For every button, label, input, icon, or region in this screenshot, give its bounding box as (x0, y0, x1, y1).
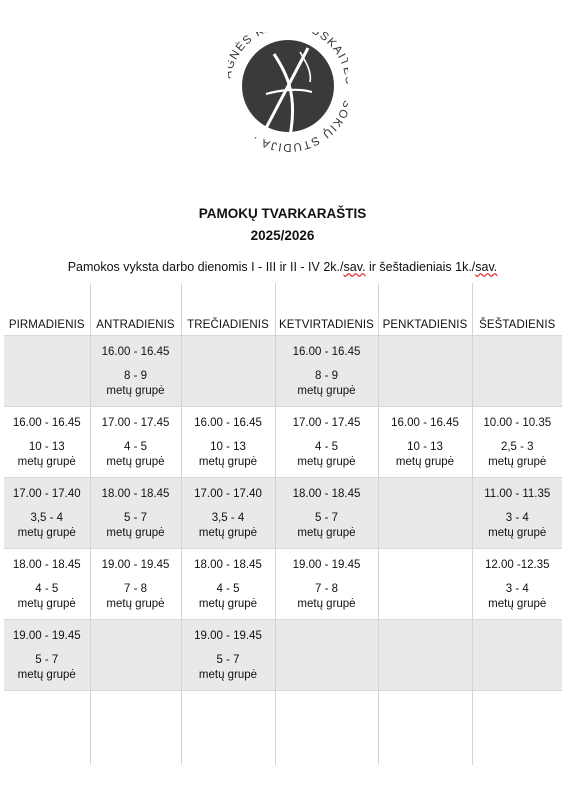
class-slot (275, 478, 378, 549)
age-range: 10 - 13 (407, 441, 443, 453)
empty-slot (4, 336, 90, 407)
schedule-row (4, 407, 562, 478)
age-range: 5 - 7 (35, 654, 59, 666)
class-time: 18.00 - 18.45 (101, 488, 170, 500)
age-range: 4 - 5 (35, 583, 59, 595)
age-group-label: metų grupė (106, 456, 165, 468)
age-range: 10 - 13 (28, 441, 65, 453)
class-time: 16.00 - 16.45 (101, 346, 170, 358)
empty-slot (90, 691, 181, 765)
class-time: 17.00 - 17.45 (292, 417, 361, 429)
class-time: 19.00 - 19.45 (194, 630, 262, 642)
empty-slot (275, 691, 378, 765)
age-group-label: metų grupė (17, 669, 76, 681)
class-slot (90, 478, 181, 549)
age-group-label: metų grupė (106, 385, 165, 397)
age-range: 3 - 4 (505, 512, 529, 524)
class-slot (90, 407, 181, 478)
logo-ring-text: NĖS SKAI KIŲ STUDIJA · (228, 32, 348, 154)
age-group-label: metų grupė (198, 456, 258, 468)
class-slot (90, 549, 181, 620)
day-header-row (4, 283, 562, 336)
class-slot (181, 620, 275, 691)
empty-slot (90, 620, 181, 691)
empty-slot (378, 336, 472, 407)
class-time: 16.00 - 16.45 (292, 346, 361, 358)
age-range: 7 - 8 (314, 583, 338, 595)
class-time: 16.00 - 16.45 (12, 417, 81, 429)
class-slot (4, 407, 90, 478)
class-time: 10.00 - 10.35 (483, 417, 552, 429)
class-time: 16.00 - 16.45 (194, 417, 262, 429)
schedule-row (4, 478, 562, 549)
schedule-row (4, 620, 562, 691)
class-time: 17.00 - 17.40 (12, 488, 81, 500)
note-abbrev-1: sav. (343, 260, 366, 274)
age-group-label: metų grupė (488, 598, 547, 610)
age-range: 4 - 5 (314, 441, 338, 453)
class-time: 16.00 - 16.45 (391, 417, 459, 429)
empty-slot (181, 691, 275, 765)
note-part-1: Pamokos vyksta darbo dienomis I - III ir II - IV 2k./ (67, 260, 344, 274)
age-group-label: metų grupė (395, 456, 455, 468)
class-time: 19.00 - 19.45 (12, 630, 81, 642)
empty-slot (378, 691, 472, 765)
class-slot (4, 620, 90, 691)
studio-logo (228, 32, 348, 182)
age-group-label: metų grupė (488, 456, 547, 468)
empty-slot (378, 478, 472, 549)
age-group-label: metų grupė (106, 598, 165, 610)
schedule-table (4, 283, 562, 765)
class-slot (90, 336, 181, 407)
empty-slot (472, 691, 562, 765)
age-range: 4 - 5 (216, 583, 240, 595)
page-title: PAMOKŲ TVARKARAŠTIS (198, 206, 367, 221)
empty-slot (4, 691, 90, 765)
class-slot (181, 407, 275, 478)
age-group-label: metų grupė (198, 527, 258, 539)
empty-slot (472, 336, 562, 407)
age-group-label: metų grupė (198, 598, 258, 610)
day-header: TREČIADIENIS (181, 283, 275, 336)
empty-slot (378, 549, 472, 620)
class-time: 17.00 - 17.45 (101, 417, 170, 429)
class-slot (275, 549, 378, 620)
class-time: 19.00 - 19.45 (292, 559, 361, 571)
age-group-label: metų grupė (297, 385, 356, 397)
class-time: 17.00 - 17.40 (194, 488, 262, 500)
class-slot (4, 478, 90, 549)
age-range: 5 - 7 (123, 512, 147, 524)
class-slot (472, 478, 562, 549)
class-slot (472, 407, 562, 478)
age-range: 4 - 5 (123, 441, 147, 453)
age-range: 8 - 9 (314, 370, 338, 382)
day-header: PIRMADIENIS (8, 319, 85, 331)
class-time: 19.00 - 19.45 (101, 559, 170, 571)
day-header: ANTRADIENIS (90, 283, 181, 336)
age-range: 5 - 7 (314, 512, 338, 524)
class-slot (378, 407, 472, 478)
age-group-label: metų grupė (17, 527, 76, 539)
age-group-label: metų grupė (297, 456, 356, 468)
class-slot (181, 478, 275, 549)
age-range: 3,5 - 4 (30, 512, 64, 524)
age-range: 7 - 8 (123, 583, 147, 595)
age-range: 3 - 4 (505, 583, 529, 595)
day-header: ŠEŠTADIENIS (472, 283, 562, 336)
age-range: 3,5 - 4 (211, 512, 245, 524)
age-group-label: metų grupė (488, 527, 547, 539)
empty-slot (275, 620, 378, 691)
note-abbrev-2: sav. (475, 260, 498, 274)
class-slot (472, 549, 562, 620)
age-group-label: metų grupė (297, 527, 356, 539)
schedule-row (4, 336, 562, 407)
empty-slot (378, 620, 472, 691)
age-group-label: metų grupė (17, 598, 76, 610)
age-range: 8 - 9 (123, 370, 147, 382)
age-group-label: metų grupė (106, 527, 165, 539)
age-group-label: metų grupė (297, 598, 356, 610)
class-slot (275, 336, 378, 407)
class-slot (181, 549, 275, 620)
empty-slot (472, 620, 562, 691)
empty-slot (181, 336, 275, 407)
class-slot (4, 549, 90, 620)
class-time: 12.00 -12.35 (484, 559, 550, 571)
class-slot (275, 407, 378, 478)
age-group-label: metų grupė (198, 669, 258, 681)
school-year: 2025/2026 (250, 228, 315, 243)
class-time: 11.00 - 11.35 (484, 488, 551, 500)
day-header: PENKTADIENIS (378, 283, 472, 336)
schedule-note (0, 260, 565, 274)
class-time: 18.00 - 18.45 (194, 559, 262, 571)
age-range: 10 - 13 (210, 441, 246, 453)
schedule-row (4, 549, 562, 620)
age-group-label: metų grupė (17, 456, 76, 468)
note-part-2: ir šeštadieniais 1k./ (365, 260, 476, 274)
day-header: KETVIRTADIENIS (275, 283, 378, 336)
age-range: 5 - 7 (216, 654, 240, 666)
class-time: 18.00 - 18.45 (12, 559, 81, 571)
schedule-row (4, 691, 562, 765)
class-time: 18.00 - 18.45 (292, 488, 361, 500)
age-range: 2,5 - 3 (500, 441, 534, 453)
